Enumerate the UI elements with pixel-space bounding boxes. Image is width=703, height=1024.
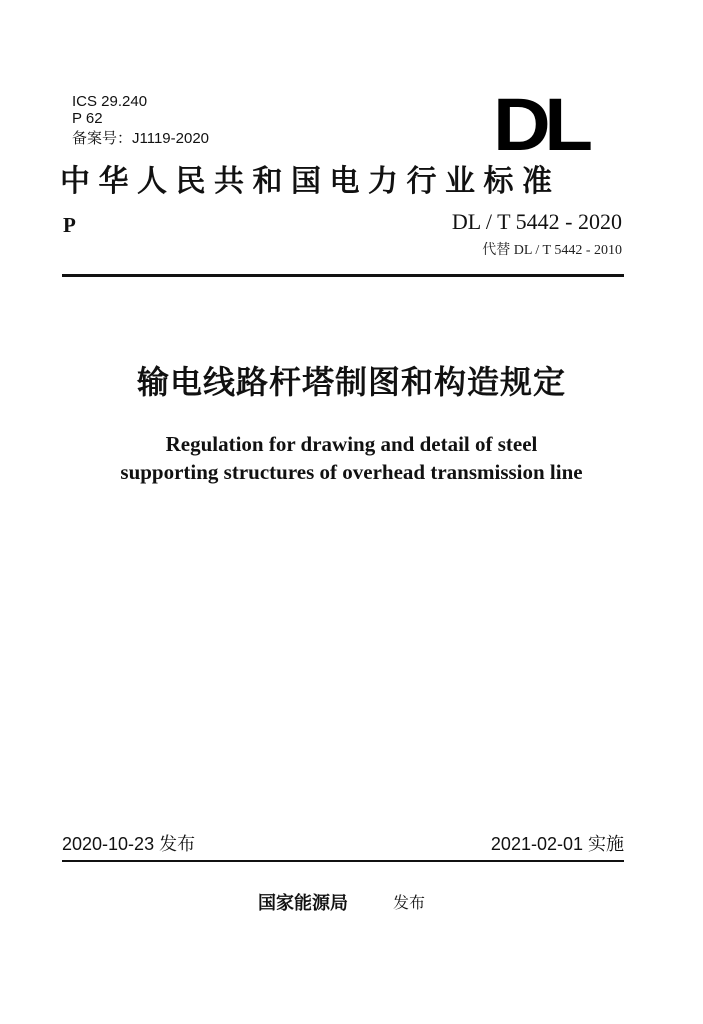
standard-code: DL / T 5442 - 2020: [451, 209, 622, 234]
implementation-date: 2021-02-01 实施: [490, 834, 624, 854]
standard-category-name: 中华人民共和国电力行业标准: [60, 165, 561, 198]
ics-code: ICS 29.240: [72, 93, 148, 110]
title-english-line-2: supporting structures of overhead transmission line: [120, 460, 583, 484]
dl-logo: DL: [493, 83, 587, 166]
publish-label: 发布: [393, 895, 426, 912]
classification-letter: P: [63, 213, 76, 237]
title-chinese: 输电线路杆塔制图和构造规定: [136, 364, 566, 400]
publisher-name: 国家能源局: [258, 893, 348, 913]
replaces-standard: 代替 DL / T 5442 - 2010: [482, 243, 622, 258]
ccs-code: P 62: [72, 110, 103, 127]
header-divider: [62, 274, 624, 277]
issue-date: 2020-10-23 发布: [62, 834, 196, 854]
filing-number: 备案号：J1119-2020: [72, 130, 210, 147]
footer-divider: [62, 860, 624, 862]
title-english-line-1: Regulation for drawing and detail of steel: [165, 432, 538, 456]
